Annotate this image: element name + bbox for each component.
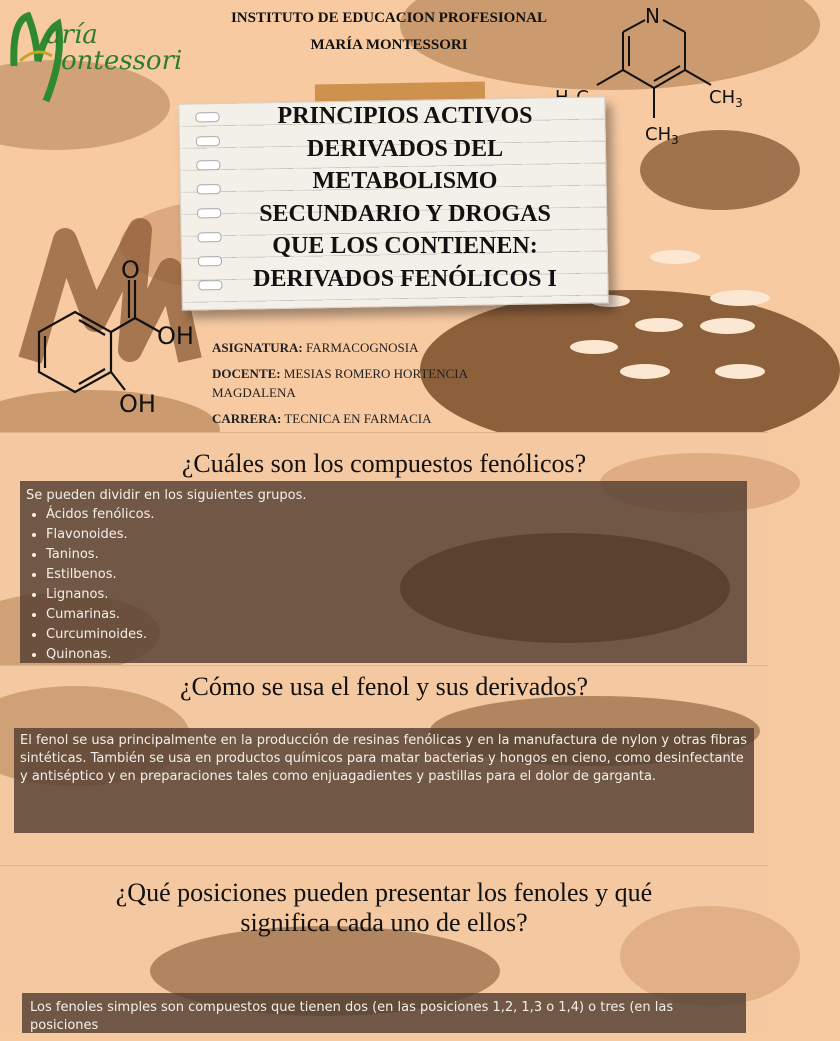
phenol-positions-box [22,993,746,1033]
decor-dot [620,364,670,379]
list-item: • Flavonoides. [46,525,747,545]
teacher-value: MESIAS ROMERO HORTENCIA [283,366,468,381]
subject-row [212,340,418,356]
list-item: • Estilbenos. [46,565,747,585]
atom-n: N [645,4,660,28]
decor-dot [710,290,770,306]
list-item: • Lignanos. [46,585,747,605]
logo-text-line2: ontessori [61,46,183,76]
decor-dot [635,318,683,332]
decor-dot [715,364,765,379]
career-label: CARRERA: [212,411,282,426]
title-slide [0,0,768,432]
hydroxyl-carboxyl: OH [157,322,194,350]
title-line: METABOLISMO [312,168,498,194]
decor-dot [570,340,618,354]
presentation-title [205,100,605,295]
list-item: • Taninos. [46,545,747,565]
methyl-right: $CH_3$ [709,87,743,110]
institute-line1: INSTITUTO DE EDUCACION PROFESIONAL [230,10,548,26]
decor-dot [650,250,700,264]
title-line: PRINCIPIOS ACTIVOS [277,103,533,129]
phenol-uses-slide [0,665,768,866]
title-line: SECUNDARIO Y DROGAS [259,200,551,227]
section3-heading-line2: significa cada uno de ellos? [240,908,528,937]
title-line: DERIVADOS FENÓLICOS I [253,265,557,292]
phenol-uses-box [14,728,754,833]
section1-heading: ¿Cuáles son los compuestos fenólicos? [181,449,587,478]
section3-heading-line1: ¿Qué posiciones pueden presentar los fenoles y qué [115,878,653,907]
atom-o: O [121,256,140,284]
career-row [212,411,431,427]
methyl-bottom: $CH_3$ [645,124,679,147]
teacher-label: DOCENTE: [212,366,281,381]
institute-line2: MARÍA MONTESSORI [310,37,468,53]
section2-heading: ¿Cómo se usa el fenol y sus derivados? [180,672,588,701]
phenol-positions-text: Los fenoles simples son compuestos que tienen dos (en las posiciones 1,2, 1,3 o 1,4) o tres (en las posiciones [30,1000,674,1033]
phenol-uses-text: El fenol se usa principalmente en la producción de resinas fenólicas y en la manufactura de nylon y otras fibras sintéticas. También se usa en productos químicos para matar bacterias y hongos en cieno, como desinfectante y antiséptico y en preparaciones tales como enjuagadientes y pastillas para el dolor de garganta. [20,733,748,784]
subject-value: FARMACOGNOSIA [306,340,419,355]
compounds-list [20,505,747,665]
title-line: QUE LOS CONTIENEN: [272,233,538,259]
compounds-intro: Se pueden dividir en los siguientes grupos. [26,488,307,503]
hydroxyl-phenol: OH [119,390,156,418]
decor-dot [700,318,755,334]
compounds-list-box [20,481,747,663]
teacher-value-line2: MAGDALENA [212,385,296,400]
title-line: DERIVADOS DEL [306,135,504,162]
list-item: • Quinonas. [46,645,747,665]
subject-label: ASIGNATURA: [212,340,303,355]
teacher-row [212,366,468,382]
list-item: • Ácidos fenólicos. [46,505,747,525]
list-item: • Curcuminoides. [46,625,747,645]
list-item: • Cumarinas. [46,605,747,625]
career-value: TECNICA EN FARMACIA [284,411,432,426]
logo-text-line1: aría [46,20,98,50]
phenolic-compounds-slide [0,432,768,666]
phenol-positions-slide [0,865,768,1033]
